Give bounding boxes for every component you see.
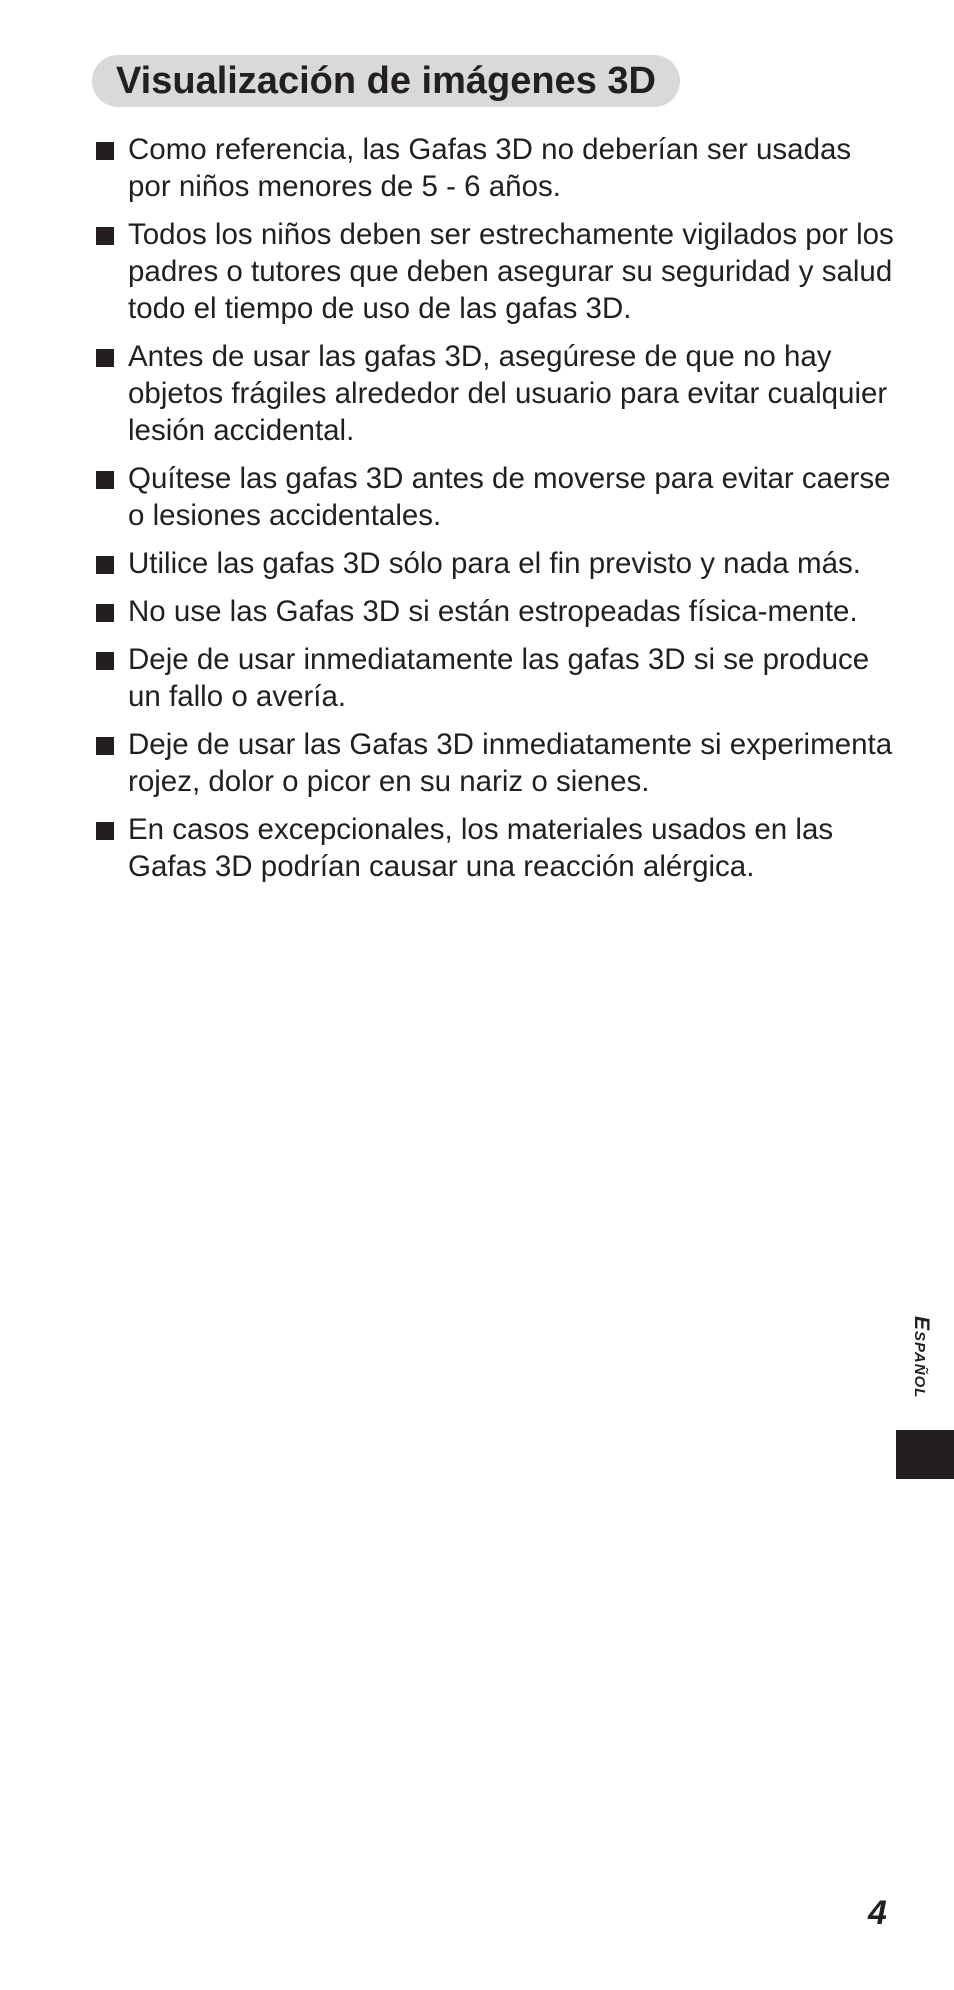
- language-tab-marker: [896, 1430, 954, 1479]
- list-item-text: En casos excepcionales, los materiales usados en las Gafas 3D podrían causar una reacción alérgica.: [128, 813, 834, 883]
- square-bullet-icon: [96, 349, 114, 367]
- list-item: [96, 545, 896, 582]
- list-item-text: Quítese las gafas 3D antes de moverse para evitar caerse o lesiones accidentales.: [128, 462, 891, 532]
- square-bullet-icon: [96, 604, 114, 622]
- language-tab-label: Español: [910, 1316, 933, 1399]
- list-item-text: Deje de usar inmediatamente las gafas 3D si se produce un fallo o avería.: [128, 643, 870, 713]
- list-item-text: Utilice las gafas 3D sólo para el fin previsto y nada más.: [128, 547, 861, 580]
- square-bullet-icon: [96, 652, 114, 670]
- square-bullet-icon: [96, 227, 114, 245]
- list-item: [96, 460, 896, 534]
- list-item: [96, 216, 896, 327]
- square-bullet-icon: [96, 737, 114, 755]
- list-item: [96, 131, 896, 205]
- list-item: [96, 338, 896, 449]
- list-item-text: Antes de usar las gafas 3D, asegúrese de que no hay objetos frágiles alrededor del usuario para evitar cualquier lesión accidental.: [128, 340, 888, 447]
- square-bullet-icon: [96, 556, 114, 574]
- page-number: 4: [868, 1894, 887, 1932]
- list-item-text: No use las Gafas 3D si están estropeadas física-mente.: [128, 595, 858, 628]
- list-item-text: Todos los niños deben ser estrechamente vigilados por los padres o tutores que deben asegurar su seguridad y salud todo el tiempo de uso de las gafas 3D.: [128, 218, 894, 325]
- list-item: [96, 641, 896, 715]
- list-item: [96, 811, 896, 885]
- bullet-list: [96, 131, 896, 896]
- section-title: Visualización de imágenes 3D: [116, 60, 656, 102]
- list-item: [96, 726, 896, 800]
- square-bullet-icon: [96, 822, 114, 840]
- list-item-text: Como referencia, las Gafas 3D no deberían ser usadas por niños menores de 5 - 6 años.: [128, 133, 852, 203]
- square-bullet-icon: [96, 142, 114, 160]
- list-item-text: Deje de usar las Gafas 3D inmediatamente si experimenta rojez, dolor o picor en su nariz o sienes.: [128, 728, 893, 798]
- section-heading: [92, 55, 680, 107]
- square-bullet-icon: [96, 471, 114, 489]
- list-item: [96, 593, 896, 630]
